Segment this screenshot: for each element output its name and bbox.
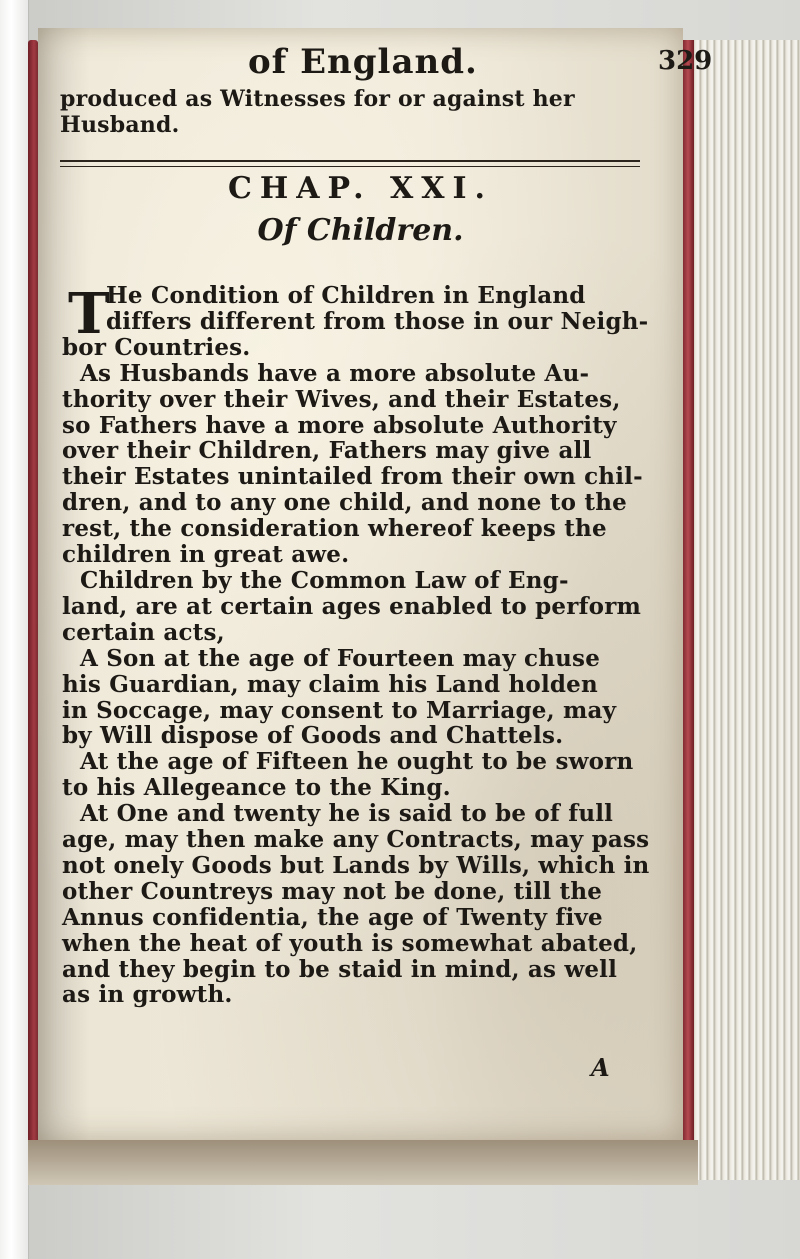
body-line: and they begin to be staid in mind, as well bbox=[62, 955, 618, 983]
page-header bbox=[133, 40, 713, 82]
bottom-board bbox=[28, 1140, 698, 1185]
body-line: other Countreys may not be done, till the bbox=[62, 877, 603, 905]
running-head: of England. bbox=[248, 42, 478, 82]
left-red-edge bbox=[28, 40, 38, 1180]
page-number: 329 bbox=[658, 46, 713, 76]
body-line: their Estates unintailed from their own chil- bbox=[62, 463, 643, 491]
body-line: rest, the consideration whereof keeps the bbox=[62, 515, 607, 543]
body-line: not onely Goods but Lands by Wills, which in bbox=[62, 851, 650, 879]
body-line: over their Children, Fathers may give all bbox=[62, 437, 592, 465]
chapter-subtitle: Of Children. bbox=[257, 213, 464, 248]
body-line: At the age of Fifteen he ought to be sworn bbox=[80, 748, 634, 776]
body-line: age, may then make any Contracts, may pass bbox=[62, 826, 650, 854]
book-page bbox=[38, 28, 713, 1140]
right-red-edge bbox=[682, 40, 694, 1180]
body-line: Children by the Common Law of Eng- bbox=[80, 566, 569, 594]
body-text bbox=[62, 283, 672, 1008]
book-binding bbox=[0, 0, 29, 1259]
body-line: certain acts, bbox=[62, 618, 225, 646]
body-line: At One and twenty he is said to be of full bbox=[80, 800, 614, 828]
body-line: As Husbands have a more absolute Au- bbox=[80, 359, 590, 387]
intro-line: produced as Witnesses for or against her bbox=[60, 86, 575, 112]
body-line: A Son at the age of Fourteen may chuse bbox=[80, 644, 601, 672]
catchword: A bbox=[591, 1053, 610, 1082]
body-line: thority over their Wives, and their Estates, bbox=[62, 385, 621, 413]
body-line: to his Allegeance to the King. bbox=[62, 774, 451, 802]
body-line: so Fathers have a more absolute Authority bbox=[62, 411, 617, 439]
body-line: dren, and to any one child, and none to the bbox=[62, 489, 627, 517]
body-line: Annus confidentia, the age of Twenty five bbox=[62, 903, 603, 931]
body-line: bor Countries. bbox=[62, 333, 251, 361]
body-line: He Condition of Children in England bbox=[106, 282, 586, 309]
body-line: children in great awe. bbox=[62, 541, 350, 569]
stacked-page-edges bbox=[690, 40, 800, 1180]
body-line: his Guardian, may claim his Land holden bbox=[62, 670, 598, 698]
intro-line: Husband. bbox=[60, 112, 180, 138]
intro-text bbox=[60, 86, 660, 138]
chapter-title: CHAP. XXI. bbox=[227, 171, 493, 206]
body-line: as in growth. bbox=[62, 981, 233, 1009]
body-line: land, are at certain ages enabled to perform bbox=[62, 592, 642, 620]
body-line: differs different from those in our Neigh- bbox=[106, 307, 649, 335]
body-line: when the heat of youth is somewhat abated, bbox=[62, 929, 638, 957]
body-line: by Will dispose of Goods and Chattels. bbox=[62, 722, 564, 750]
body-line: in Soccage, may consent to Marriage, may bbox=[62, 696, 617, 724]
chapter-rule bbox=[60, 160, 640, 167]
drop-capital: T bbox=[68, 281, 110, 347]
